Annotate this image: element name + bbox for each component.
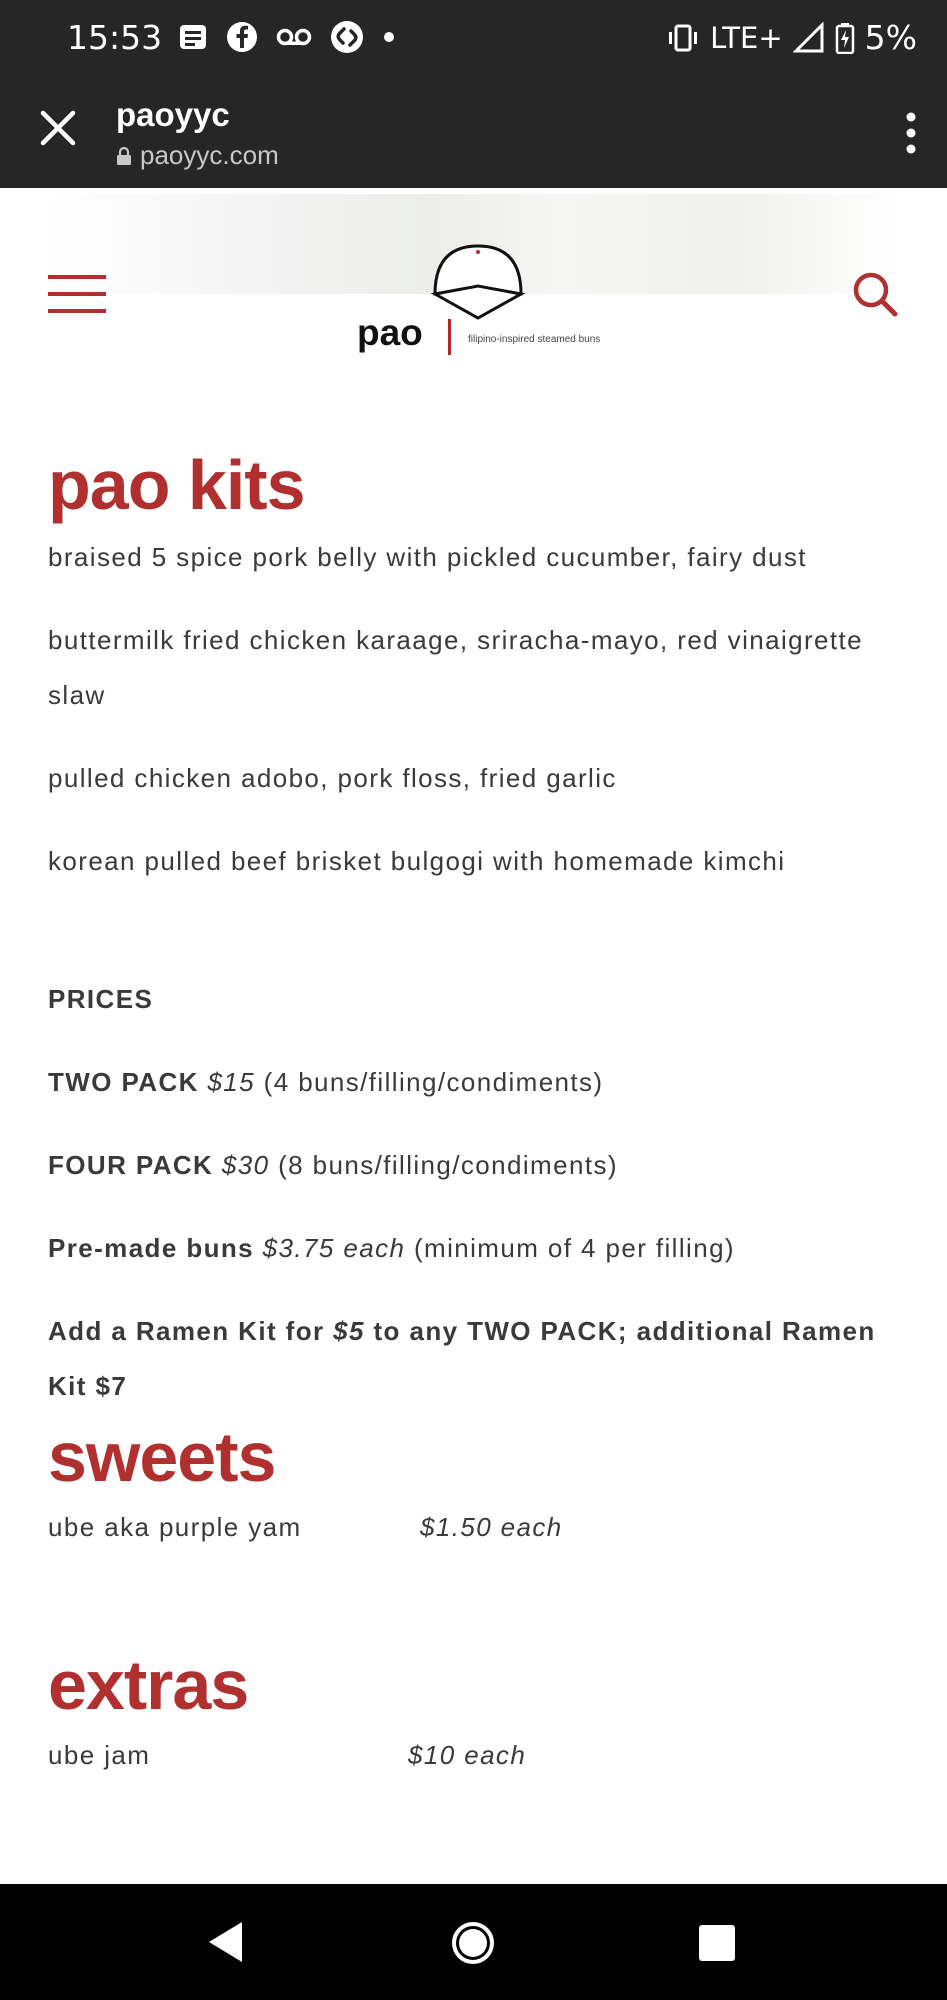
more-options-icon[interactable]: [903, 108, 919, 158]
network-type: LTE+: [710, 20, 783, 55]
dot-icon: [382, 30, 396, 44]
two-pack-price: TWO PACK $15 (4 buns/filling/condiments): [48, 1067, 604, 1097]
lock-icon: [116, 146, 132, 166]
four-pack-price: FOUR PACK $30 (8 buns/filling/condiments): [48, 1150, 618, 1180]
kit-item: pulled chicken adobo, pork floss, fried garlic: [48, 763, 617, 793]
android-nav-bar: [0, 1884, 947, 2000]
main-content: [48, 400, 908, 1783]
shazam-icon: [330, 20, 364, 54]
ramen-kit-note: Add a Ramen Kit for $5 to any TWO PACK; additional Ramen Kit $7: [48, 1316, 876, 1401]
page-title: paoyyc: [116, 96, 230, 133]
extras-heading: extras: [48, 1646, 249, 1724]
search-icon[interactable]: [851, 270, 899, 318]
url-display[interactable]: [116, 140, 279, 171]
battery-charging-icon: [835, 22, 855, 54]
premade-buns-price: Pre-made buns $3.75 each (minimum of 4 per filling): [48, 1233, 735, 1263]
system-icons: [666, 18, 917, 57]
kit-item: buttermilk fried chicken karaage, sriracha-mayo, red vinaigrette slaw: [48, 625, 864, 710]
sweets-item: ube aka purple yam $1.50 each: [48, 1512, 563, 1542]
voicemail-icon: [276, 25, 312, 49]
kit-item: braised 5 spice pork belly with pickled cucumber, fairy dust: [48, 542, 807, 572]
status-time: 15:53: [67, 18, 163, 57]
kit-item: korean pulled beef brisket bulgogi with homemade kimchi: [48, 846, 786, 876]
logo-tagline: filipino-inspired steamed buns: [468, 334, 601, 345]
sweets-heading: sweets: [48, 1418, 276, 1496]
browser-toolbar: [0, 78, 947, 188]
prices-heading: PRICES: [48, 984, 154, 1014]
site-header: [0, 188, 947, 388]
extras-item: ube jam $10 each: [48, 1740, 527, 1770]
vibrate-icon: [666, 23, 700, 53]
logo-divider: [448, 319, 451, 355]
close-icon[interactable]: [38, 108, 78, 148]
logo-wordmark: pao: [357, 312, 423, 353]
hamburger-menu-icon[interactable]: [48, 274, 106, 314]
notification-icons: [178, 20, 396, 54]
url-text: paoyyc.com: [140, 140, 279, 170]
signal-icon: [793, 22, 825, 54]
status-bar: [0, 0, 947, 78]
message-icon: [178, 22, 208, 52]
home-icon[interactable]: [451, 1921, 495, 1965]
recents-icon[interactable]: [698, 1924, 736, 1962]
battery-percent: 5%: [864, 18, 917, 57]
back-icon[interactable]: [206, 1920, 246, 1964]
facebook-icon: [226, 21, 258, 53]
pao-kits-heading: pao kits: [48, 446, 305, 524]
